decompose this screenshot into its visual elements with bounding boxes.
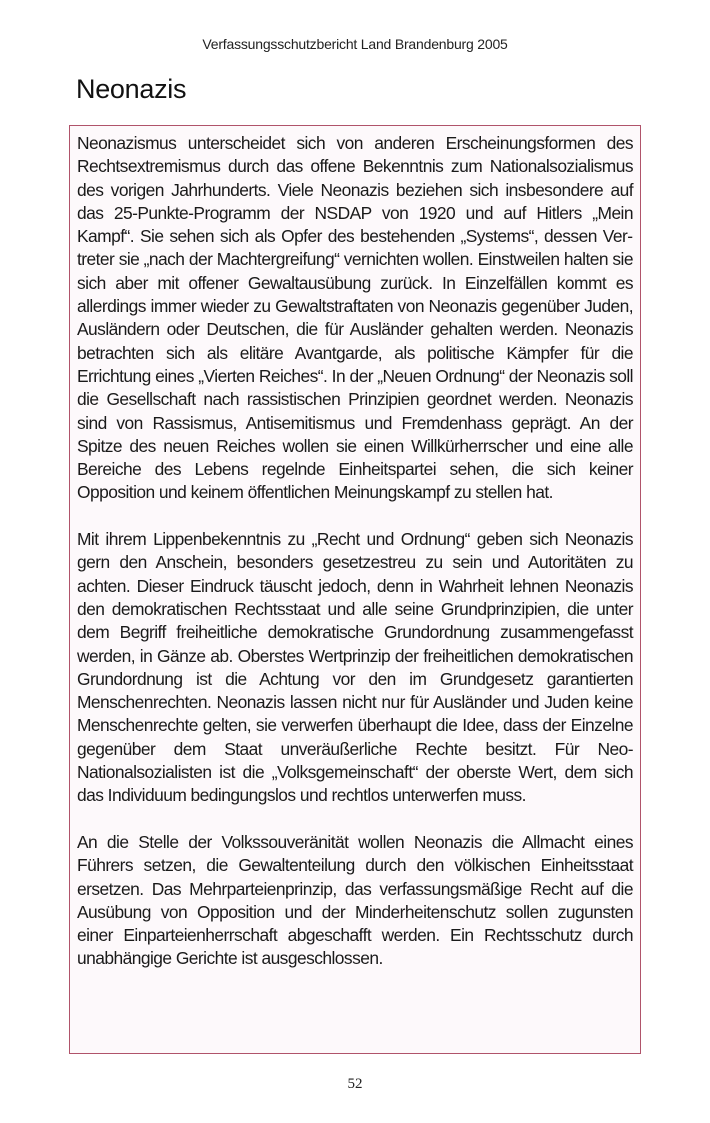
paragraph-1: Neonazismus unterscheidet sich von anderen Erscheinungsformen des Rechtsextremismus durch das offene Bekenntnis zum Nationalsozialismus des vorigen Jahrhunderts. Viele Neonazis beziehen sich insbesondere auf das 25-Punkte-Programm der NSDAP von 1920 und auf Hitlers „Mein Kampf“. Sie sehen sich als Opfer des bestehenden „Systems“, dessen Vertreter sie „nach der Machtergreifung“ vernichten wollen. Einstweilen halten sie sich aber mit offener Gewaltausübung zurück. In Einzelfällen kommt es allerdings immer wieder zu Gewaltstraftaten von Neonazis gegenüber Juden, Ausländern oder Deutschen, die für Ausländer gehalten werden. Neonazis betrachten sich als elitäre Avantgarde, als politische Kämpfer für die Errichtung eines „Vierten Reiches“. In der „Neuen Ordnung“ der Neonazis soll die Gesellschaft nach rassistischen Prinzipien geordnet werden. Neonazis sind von Rassismus, Antisemitismus und Fremdenhass geprägt. An der Spitze des neuen Reiches wollen sie einen Willkürherrscher und eine alle Bereiche des Lebens regelnde Einheitspartei sehen, die sich keiner Opposition und keinem öffentlichen Meinungskampf zu stellen hat. xyxy=(77,133,633,503)
page-number: 52 xyxy=(347,1076,363,1092)
paragraph-3: An die Stelle der Volkssouveränität wollen Neonazis die Allmacht eines Führers setzen, die Gewaltenteilung durch den völkischen Einheitsstaat ersetzen. Das Mehrparteienprinzip, das verfassungsmäßige Recht auf die Ausübung von Opposition und der Minderheitenschutz sollen zugunsten einer Einparteienherrschaft abgeschafft werden. Ein Rechtsschutz durch unabhängige Gerichte ist ausgeschlossen. xyxy=(77,831,633,969)
page-title: Neonazis xyxy=(76,74,187,104)
content-box xyxy=(69,125,641,1054)
paragraph-2: Mit ihrem Lippenbekenntnis zu „Recht und Ordnung“ geben sich Neonazis gern den Anschein, besonders gesetzestreu zu sein und Autoritäten zu achten. Dieser Eindruck täuscht jedoch, denn in Wahrheit lehnen Neonazis den demokratischen Rechtsstaat und alle seine Grundprinzipien, die unter dem Begriff freiheitliche demokratische Grundordnung zusammengefasst werden, in Gänze ab. Oberstes Wertprinzip der freiheitlichen demokratischen Grundordnung ist die Achtung vor den im Grundgesetz garantierten Menschenrechten. Neonazis lassen nicht nur für Ausländer und Juden keine Menschenrechte gelten, sie verwerfen überhaupt die Idee, dass der Einzelne gegenüber dem Staat unveräußerliche Rechte besitzt. Für Neo-Nationalsozialisten ist die „Volksgemeinschaft“ der oberste Wert, dem sich das Individuum bedingungslos und rechtlos unterwerfen muss. xyxy=(77,529,633,806)
running-header: Verfassungsschutzbericht Land Brandenburg 2005 xyxy=(202,36,508,52)
